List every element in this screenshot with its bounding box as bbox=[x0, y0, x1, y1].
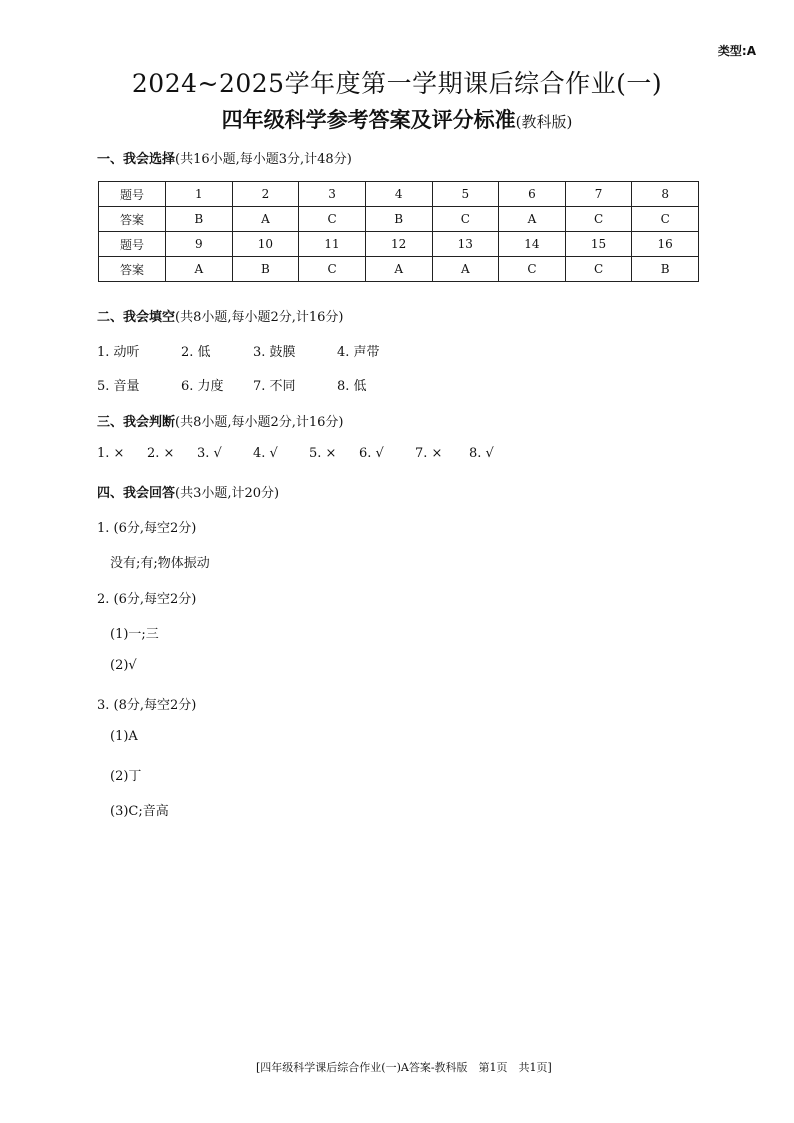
q3-answer-3: (3)C;音高 bbox=[110, 804, 169, 819]
table-cell: A bbox=[432, 257, 499, 282]
q1-answer: 没有;有;物体振动 bbox=[110, 556, 210, 571]
table-cell: C bbox=[299, 207, 366, 232]
table-cell: 6 bbox=[499, 182, 566, 207]
document-title: 2024~2025学年度第一学期课后综合作业(一) bbox=[131, 69, 663, 98]
q3-label: 3. (8分,每空2分) bbox=[97, 698, 197, 713]
section2-heading bbox=[97, 306, 344, 325]
table-cell: 8 bbox=[632, 182, 699, 207]
fill-answer-2: 2. 低 bbox=[181, 345, 211, 360]
fill-answer-7: 7. 不同 bbox=[253, 379, 296, 394]
table-cell: 2 bbox=[232, 182, 299, 207]
section3-title: 三、我会判断 bbox=[97, 415, 176, 430]
table-cell: A bbox=[166, 257, 233, 282]
judge-answer-5: 5. × bbox=[309, 446, 337, 461]
table-cell: C bbox=[299, 257, 366, 282]
judge-answer-7: 7. × bbox=[415, 446, 443, 461]
document-subtitle bbox=[0, 104, 794, 134]
judge-answer-3: 3. √ bbox=[197, 446, 222, 461]
table-cell: 9 bbox=[166, 232, 233, 257]
q3-answer-2: (2)丁 bbox=[110, 769, 142, 784]
table-row-header: 答案 bbox=[99, 207, 166, 232]
section1-heading bbox=[97, 148, 352, 167]
table-cell: 11 bbox=[299, 232, 366, 257]
fill-answer-8: 8. 低 bbox=[337, 379, 367, 394]
table-row-header: 题号 bbox=[99, 232, 166, 257]
q2-answer-1: (1)一;三 bbox=[110, 627, 159, 642]
subtitle-version: (教科版) bbox=[515, 113, 573, 131]
table-cell: B bbox=[632, 257, 699, 282]
table-cell: A bbox=[499, 207, 566, 232]
section2-title: 二、我会填空 bbox=[97, 310, 176, 325]
q3-answer-1: (1)A bbox=[110, 729, 138, 744]
judge-answer-1: 1. × bbox=[97, 446, 125, 461]
table-cell: C bbox=[499, 257, 566, 282]
judge-answer-8: 8. √ bbox=[469, 446, 494, 461]
page-footer: [四年级科学课后综合作业(一)A答案-教科版 第1页 共1页] bbox=[256, 1061, 552, 1074]
table-cell: 14 bbox=[499, 232, 566, 257]
table-row bbox=[99, 232, 699, 257]
table-cell: C bbox=[565, 207, 632, 232]
fill-answer-5: 5. 音量 bbox=[97, 379, 140, 394]
fill-answer-6: 6. 力度 bbox=[181, 379, 224, 394]
table-cell: C bbox=[432, 207, 499, 232]
table-cell: 16 bbox=[632, 232, 699, 257]
table-cell: C bbox=[565, 257, 632, 282]
table-cell: 15 bbox=[565, 232, 632, 257]
table-row-header: 答案 bbox=[99, 257, 166, 282]
type-tag: 类型:A bbox=[717, 44, 756, 58]
table-cell: A bbox=[365, 257, 432, 282]
table-cell: 3 bbox=[299, 182, 366, 207]
fill-answer-3: 3. 鼓膜 bbox=[253, 345, 296, 360]
table-cell: B bbox=[166, 207, 233, 232]
table-row bbox=[99, 207, 699, 232]
judge-answer-6: 6. √ bbox=[359, 446, 384, 461]
section4-note: (共3小题,计20分) bbox=[175, 486, 280, 501]
table-cell: 7 bbox=[565, 182, 632, 207]
table-row-header: 题号 bbox=[99, 182, 166, 207]
table-cell: 5 bbox=[432, 182, 499, 207]
table-row bbox=[99, 257, 699, 282]
table-row bbox=[99, 182, 699, 207]
section2-note: (共8小题,每小题2分,计16分) bbox=[175, 310, 344, 325]
fill-answer-1: 1. 动听 bbox=[97, 345, 140, 360]
section1-note: (共16小题,每小题3分,计48分) bbox=[175, 152, 352, 167]
fill-answer-4: 4. 声带 bbox=[337, 345, 380, 360]
judge-answer-2: 2. × bbox=[147, 446, 175, 461]
table-cell: 13 bbox=[432, 232, 499, 257]
section4-heading bbox=[97, 482, 279, 501]
section4-title: 四、我会回答 bbox=[97, 486, 176, 501]
table-cell: 4 bbox=[365, 182, 432, 207]
table-cell: 10 bbox=[232, 232, 299, 257]
table-cell: B bbox=[232, 257, 299, 282]
table-cell: A bbox=[232, 207, 299, 232]
table-cell: C bbox=[632, 207, 699, 232]
section3-heading bbox=[97, 411, 344, 430]
table-cell: B bbox=[365, 207, 432, 232]
section3-note: (共8小题,每小题2分,计16分) bbox=[175, 415, 344, 430]
q1-label: 1. (6分,每空2分) bbox=[97, 521, 197, 536]
answer-table bbox=[98, 181, 699, 282]
subtitle-text: 四年级科学参考答案及评分标准 bbox=[221, 108, 516, 132]
q2-label: 2. (6分,每空2分) bbox=[97, 592, 197, 607]
table-cell: 1 bbox=[166, 182, 233, 207]
q2-answer-2: (2)√ bbox=[110, 658, 137, 673]
table-cell: 12 bbox=[365, 232, 432, 257]
judge-answer-4: 4. √ bbox=[253, 446, 278, 461]
section1-title: 一、我会选择 bbox=[97, 152, 176, 167]
